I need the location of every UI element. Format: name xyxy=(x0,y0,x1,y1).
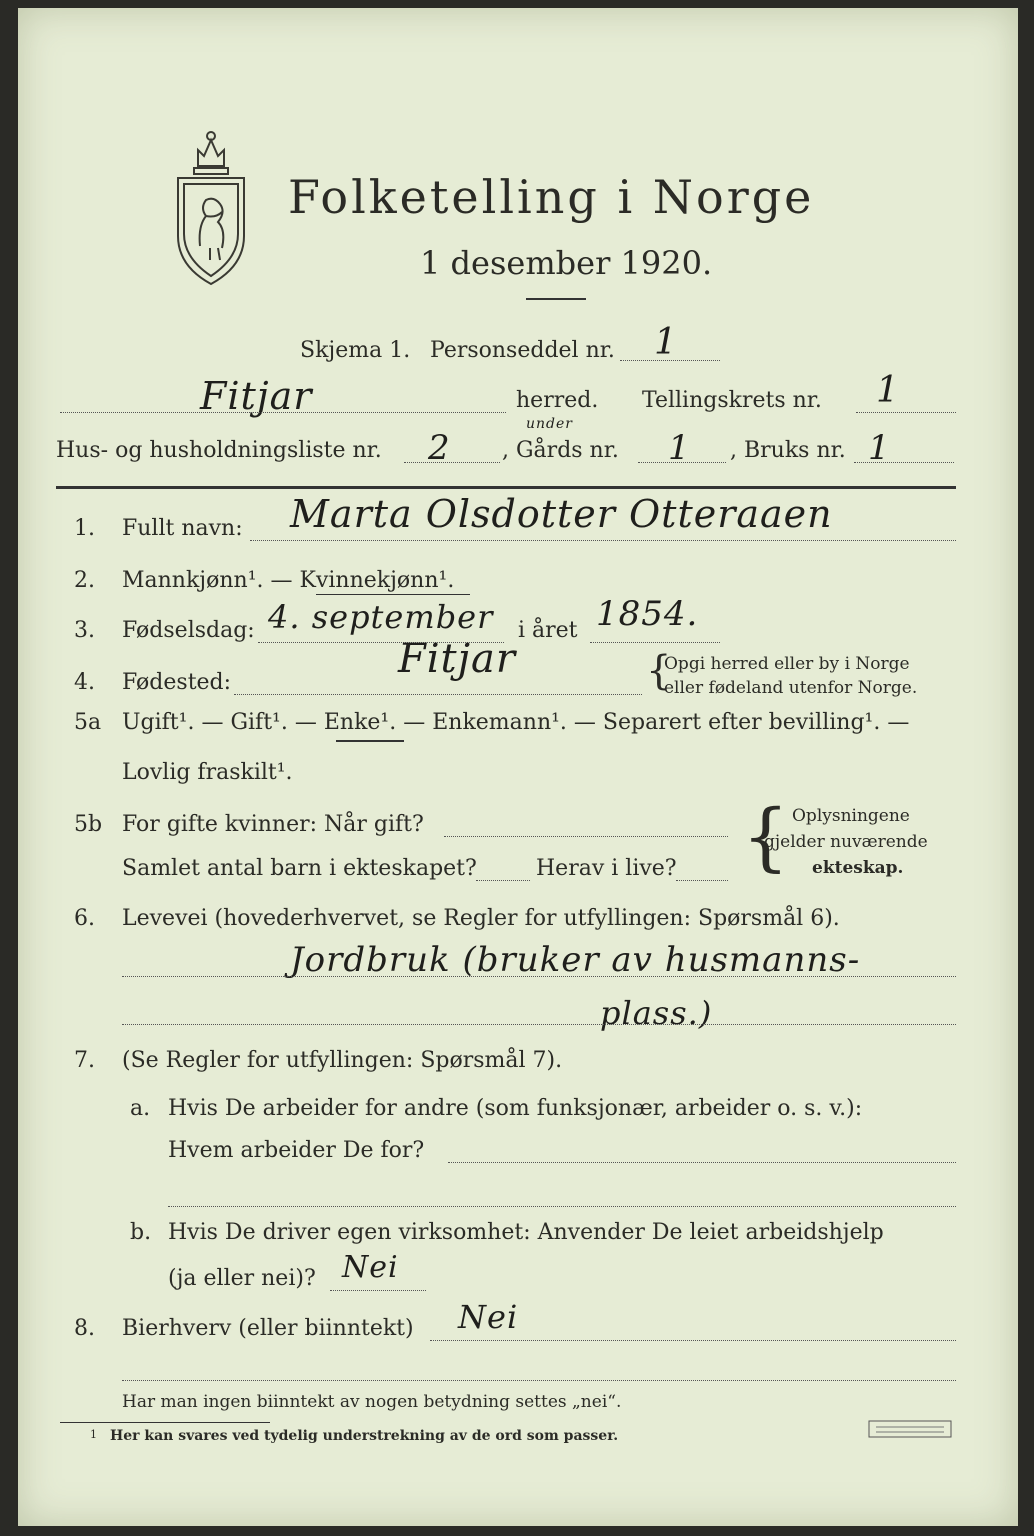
q1-line xyxy=(250,540,956,541)
q7b-line2: (ja eller nei)? xyxy=(168,1266,316,1291)
tellingskrets-line xyxy=(856,412,956,413)
q5b-label-line2a: Samlet antal barn i ekteskapet? xyxy=(122,856,477,881)
q4-note-line2: eller fødeland utenfor Norge. xyxy=(664,678,918,698)
q5b-when-line xyxy=(444,836,728,837)
hus-line xyxy=(404,462,500,463)
tellingskrets-value[interactable]: 1 xyxy=(876,370,900,411)
occupation-value-line2[interactable]: plass.) xyxy=(600,994,713,1032)
q2-number: 2. xyxy=(74,568,95,593)
bruks-label: , Bruks nr. xyxy=(730,438,846,463)
q7a-line2: Hvem arbeider De for? xyxy=(168,1138,425,1163)
q5a-label-line1: Ugift¹. — Gift¹. — Enke¹. — Enkemann¹. — Separert efter bevilling¹. — xyxy=(122,710,910,735)
census-form xyxy=(18,8,1018,1526)
birthplace-value[interactable]: Fitjar xyxy=(398,636,516,682)
q2-underline-kvinnekjonn xyxy=(316,594,470,595)
q7a-number: a. xyxy=(130,1096,151,1121)
coat-of-arms-icon xyxy=(170,126,252,288)
personseddel-label: Personseddel nr. xyxy=(430,338,615,363)
hus-label: Hus- og husholdningsliste nr. xyxy=(56,438,382,463)
q5a-underline-enke xyxy=(336,740,404,742)
q1-number: 1. xyxy=(74,516,95,541)
herred-label: herred. xyxy=(516,388,599,413)
q4-line xyxy=(234,694,642,695)
q7a-answer-line1 xyxy=(448,1162,956,1163)
q1-label: Fullt navn: xyxy=(122,516,243,541)
gards-label: , Gårds nr. xyxy=(502,438,619,463)
personseddel-value[interactable]: 1 xyxy=(654,322,678,363)
under-note: under xyxy=(526,416,573,432)
q8-line2 xyxy=(122,1380,956,1381)
bruks-value[interactable]: 1 xyxy=(868,428,891,468)
q5b-alive-line xyxy=(676,880,728,881)
herred-line xyxy=(60,412,506,413)
q3-number: 3. xyxy=(74,618,95,643)
schema-label: Skjema 1. xyxy=(300,338,411,363)
q4-brace: { xyxy=(646,648,672,694)
footnote-mark: 1 xyxy=(90,1428,97,1441)
q5b-number: 5b xyxy=(74,812,103,837)
footnote-text: Her kan svares ved tydelig understrekning av de ord som passer. xyxy=(110,1428,619,1444)
q3-year-line xyxy=(590,642,720,643)
q6-number: 6. xyxy=(74,906,95,931)
q6-line2 xyxy=(122,1024,956,1025)
q5b-children-line xyxy=(476,880,530,881)
occupation-value-line1[interactable]: Jordbruk (bruker av husmanns- xyxy=(290,940,861,980)
footer-note: Har man ingen biinntekt av nogen betydning settes „nei“. xyxy=(122,1392,622,1412)
form-date: 1 desember 1920. xyxy=(420,244,713,282)
q5b-note-line2: gjelder nuværende xyxy=(764,832,928,852)
full-name-value[interactable]: Marta Olsdotter Otteraaen xyxy=(290,492,833,536)
herred-value[interactable]: Fitjar xyxy=(200,374,313,418)
tellingskrets-label: Tellingskrets nr. xyxy=(642,388,822,413)
q5a-number: 5a xyxy=(74,710,102,735)
q7-label: (Se Regler for utfyllingen: Spørsmål 7). xyxy=(122,1048,563,1073)
q5b-brace: { xyxy=(742,794,790,880)
q3-label: Fødselsdag: xyxy=(122,618,255,643)
q3-year-label: i året xyxy=(518,618,578,643)
q7-number: 7. xyxy=(74,1048,95,1073)
q5a-label-line2: Lovlig fraskilt¹. xyxy=(122,760,293,785)
q6-label: Levevei (hovederhvervet, se Regler for utfyllingen: Spørsmål 6). xyxy=(122,906,840,931)
q4-label: Fødested: xyxy=(122,670,232,695)
q7b-value[interactable]: Nei xyxy=(342,1250,399,1285)
q8-label: Bierhverv (eller biinntekt) xyxy=(122,1316,414,1341)
q8-number: 8. xyxy=(74,1316,95,1341)
q7b-number: b. xyxy=(130,1220,152,1245)
title-divider xyxy=(526,298,586,300)
q6-line1 xyxy=(122,976,956,977)
q7b-answer-line xyxy=(330,1290,426,1291)
hus-value[interactable]: 2 xyxy=(428,428,451,468)
birthdate-value[interactable]: 4. september xyxy=(268,598,494,636)
q5b-note-line1: Oplysningene xyxy=(792,806,910,826)
birth-year-value[interactable]: 1854. xyxy=(596,594,699,634)
q5b-note-line3: ekteskap. xyxy=(812,858,904,878)
gards-value[interactable]: 1 xyxy=(668,428,691,468)
q7a-answer-line2 xyxy=(168,1206,956,1207)
printer-stamp-icon xyxy=(868,1420,952,1438)
q2-label: Mannkjønn¹. — Kvinnekjønn¹. xyxy=(122,568,455,593)
q8-line xyxy=(430,1340,956,1341)
q5b-label-line2b: Herav i live? xyxy=(536,856,677,881)
q4-note-line1: Opgi herred eller by i Norge xyxy=(664,654,910,674)
q8-value[interactable]: Nei xyxy=(458,1298,519,1336)
q7a-line1: Hvis De arbeider for andre (som funksjonær, arbeider o. s. v.): xyxy=(168,1096,863,1121)
footnote-divider xyxy=(60,1422,270,1423)
q7b-line1: Hvis De driver egen virksomhet: Anvender De leiet arbeidshjelp xyxy=(168,1220,884,1245)
q4-number: 4. xyxy=(74,670,95,695)
form-title: Folketelling i Norge xyxy=(288,170,815,224)
q5b-label-line1: For gifte kvinner: Når gift? xyxy=(122,812,424,837)
header-divider xyxy=(56,486,956,489)
